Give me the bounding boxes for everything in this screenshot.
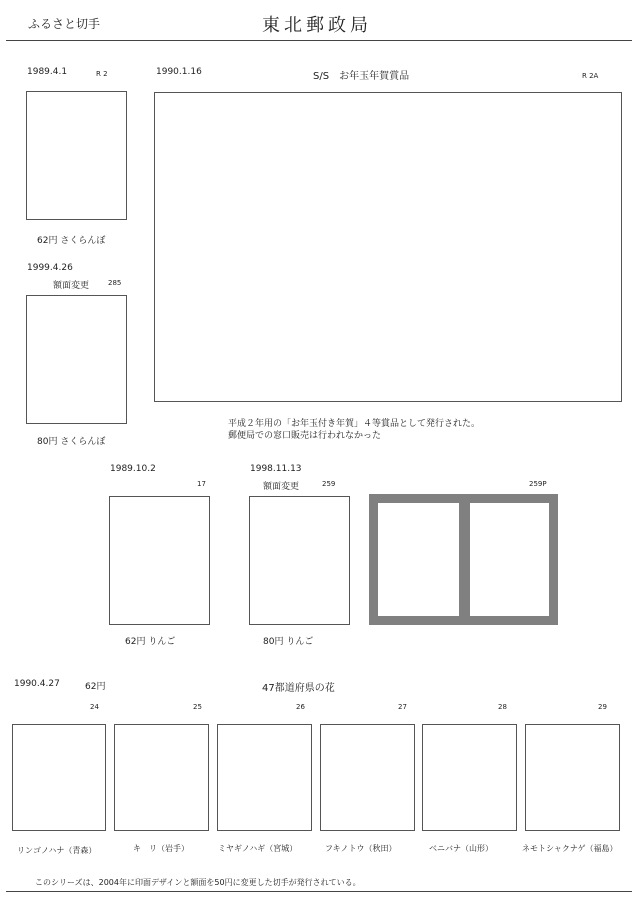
flower-label: ミヤギノハギ（宮城） [218, 844, 298, 853]
flower-code: 28 [498, 703, 507, 711]
flowers-date: 1990.4.27 [14, 679, 60, 689]
flowers-value: 62円 [85, 682, 106, 692]
flowers-title: 47都道府県の花 [262, 683, 335, 694]
ringo-code-2: 259 [322, 480, 336, 488]
flower-stamp-frame [525, 724, 620, 831]
page-title: 東北郵政局 [262, 15, 372, 36]
flower-code: 24 [90, 703, 99, 711]
header-left-label: ふるさと切手 [28, 17, 101, 31]
flower-code: 25 [193, 703, 202, 711]
sakuranbo-label-2: 80円 さくらんぼ [37, 437, 106, 447]
sakuranbo-value-change: 額面変更 [53, 281, 90, 291]
stamp-frame-ringo-62 [109, 496, 210, 625]
flower-stamp-frame [217, 724, 312, 831]
ringo-date-2: 1998.11.13 [250, 464, 302, 474]
flower-stamp-frame [320, 724, 415, 831]
flower-code: 27 [398, 703, 407, 711]
flower-stamp-frame [12, 724, 106, 831]
footer-rule [6, 891, 632, 892]
sheet-title: S/S お年玉年賀賞品 [313, 71, 410, 82]
flower-code: 26 [296, 703, 305, 711]
sheet-note-2: 郵便局での窓口販売は行われなかった [228, 431, 382, 441]
sakuranbo-label-1: 62円 さくらんぼ [37, 236, 106, 246]
souvenir-sheet-frame [154, 92, 622, 402]
flower-stamp-frame [114, 724, 209, 831]
flower-label: ネモトシャクナゲ（福島） [522, 844, 618, 853]
stamp-frame-sakuranbo-80 [26, 295, 127, 424]
ringo-value-change: 額面変更 [263, 482, 300, 492]
sakuranbo-code-2: 285 [108, 279, 122, 287]
flower-label: フキノトウ（秋田） [325, 844, 397, 853]
stamp-pair-divider [459, 494, 470, 625]
sakuranbo-date-2: 1999.4.26 [27, 263, 73, 273]
header-rule [6, 40, 632, 41]
sheet-code: R 2A [582, 72, 599, 80]
sheet-note-1: 平成２年用の「お年玉付き年賀」４等賞品として発行された。 [228, 419, 481, 429]
flower-code: 29 [598, 703, 607, 711]
ringo-code-1: 17 [197, 480, 206, 488]
sakuranbo-code-1: R 2 [96, 70, 108, 78]
stamp-frame-ringo-80 [249, 496, 350, 625]
ringo-label-2: 80円 りんご [263, 637, 314, 647]
flower-label: ベニバナ（山形） [429, 844, 493, 853]
ringo-date-1: 1989.10.2 [110, 464, 156, 474]
flower-stamp-frame [422, 724, 517, 831]
flower-label: リンゴノハナ（青森） [17, 846, 97, 855]
footnote: このシリーズは、2004年に印面デザインと額面を50円に変更した切手が発行されている。 [35, 878, 361, 887]
sheet-date: 1990.1.16 [156, 67, 202, 77]
sakuranbo-date-1: 1989.4.1 [27, 67, 68, 77]
ringo-label-1: 62円 りんご [125, 637, 176, 647]
stamp-frame-sakuranbo-62 [26, 91, 127, 220]
pair-code: 259P [529, 480, 547, 488]
flower-label: キ リ（岩手） [133, 844, 189, 853]
